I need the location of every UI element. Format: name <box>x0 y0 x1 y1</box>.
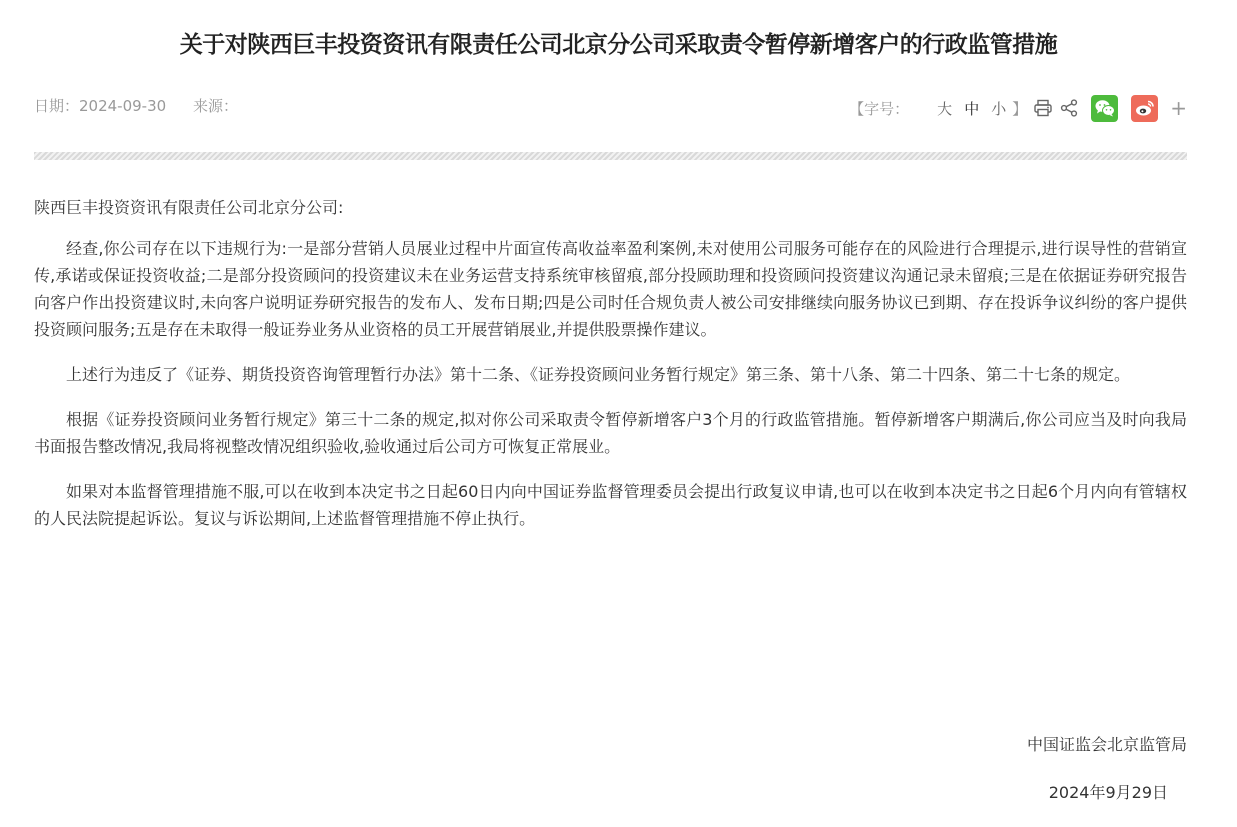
font-size-bracket-close: 】 <box>1012 99 1028 118</box>
paragraph-1: 经查,你公司存在以下违规行为:一是部分营销人员展业过程中片面宣传高收益率盈利案例,未对使用公司服务可能存在的风险进行合理提示,进行误导性的营销宣传,承诺或保证投资收益;二是部分投资顾问的投资建议未在业务运营支持系统审核留痕,部分投顾助理和投资顾问投资建议沟通记录未留痕;三是在依据证券研究报告向客户作出投资建议时,未向客户说明证券研究报告的发布人、发布日期;四是公司时任合规负责人被公司安排继续向服务协议已到期、存在投诉争议纠纷的客户提供投资顾问服务;五是存在未取得一般证券业务从业资格的员工开展营销展业,并提供股票操作建议。 <box>34 239 1187 339</box>
page-title: 关于对陕西巨丰投资资讯有限责任公司北京分公司采取责令暂停新增客户的行政监管措施 <box>179 32 1058 58</box>
font-size-label: 字号： <box>864 99 910 118</box>
article-source: 来源： <box>192 97 238 115</box>
font-size-bracket-open: 【 <box>849 99 865 118</box>
paragraph-4: 如果对本监督管理措施不服,可以在收到本决定书之日起60日内向中国证券监督管理委员会提出行政复议申请,也可以在收到本决定书之日起6个月内向有管辖权的人民法院提起诉讼。复议与诉讼期间,上述监督管理措施不停止执行。 <box>34 482 1187 528</box>
article-meta <box>34 96 1187 120</box>
article-tools <box>849 94 1187 122</box>
font-size-small-button[interactable]: 小 <box>991 99 1007 118</box>
paragraph-3: 根据《证券投资顾问业务暂行规定》第三十二条的规定,拟对你公司采取责令暂停新增客户3个月的行政监管措施。暂停新增客户期满后,你公司应当及时向我局书面报告整改情况,我局将视整改情况组织验收,验收通过后公司方可恢复正常展业。 <box>34 410 1187 456</box>
paragraph-2: 上述行为违反了《证券、期货投资咨询管理暂行办法》第十二条、《证券投资顾问业务暂行规定》第三条、第十八条、第二十四条、第二十七条的规定。 <box>66 365 1131 384</box>
signature: 中国证监会北京监管局 <box>1026 735 1187 754</box>
sign-date: 2024年9月29日 <box>1048 783 1168 802</box>
print-icon[interactable] <box>1033 98 1053 118</box>
divider <box>34 152 1187 160</box>
font-size-large-button[interactable]: 大 <box>937 99 953 118</box>
wechat-icon[interactable] <box>1091 95 1118 122</box>
meta-info <box>34 96 260 116</box>
share-icon[interactable] <box>1059 98 1079 118</box>
article-body <box>34 194 1187 550</box>
publish-date: 日期：2024-09-30 <box>34 97 167 115</box>
addressee: 陕西巨丰投资资讯有限责任公司北京分公司: <box>34 198 344 217</box>
more-share-icon[interactable]: + <box>1170 96 1187 120</box>
font-size-medium-button[interactable]: 中 <box>964 99 980 118</box>
weibo-icon[interactable] <box>1131 95 1158 122</box>
